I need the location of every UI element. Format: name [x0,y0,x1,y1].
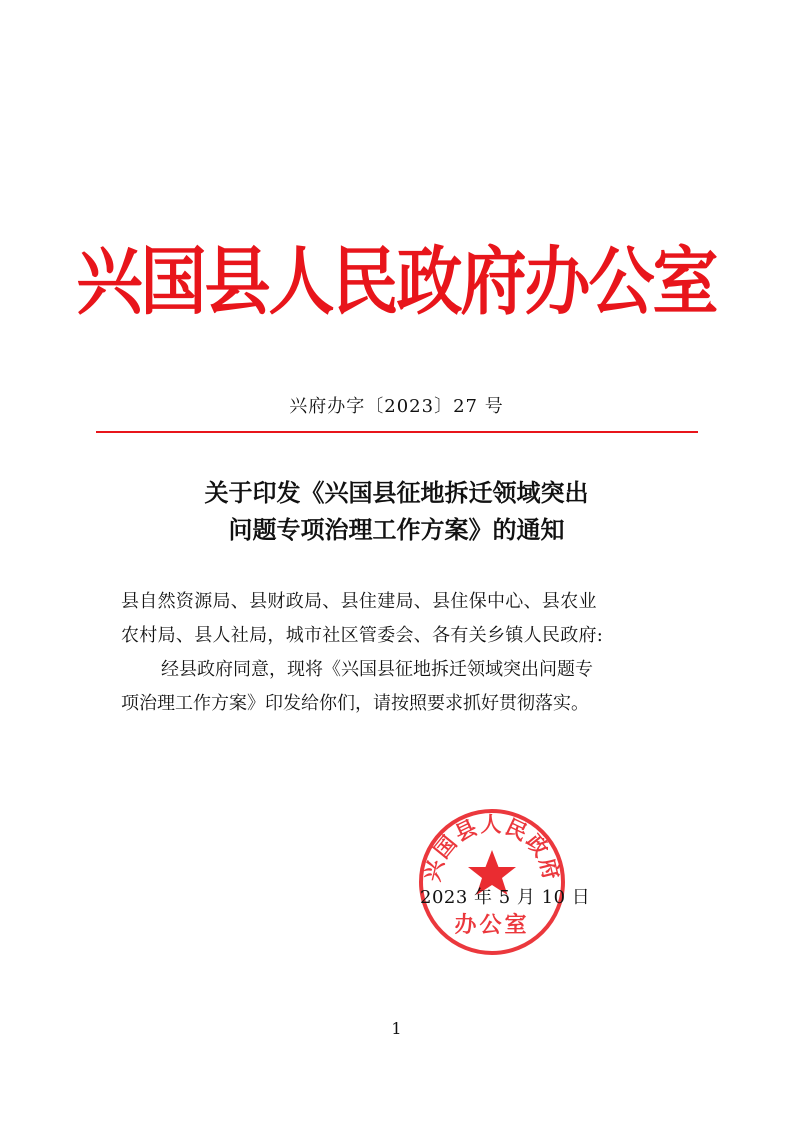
addressee-block [121,585,683,653]
seal-graphic [416,806,568,958]
document-title [0,474,793,548]
addressee-line-1: 县自然资源局、县财政局、县住建局、县住保中心、县农业 [121,591,597,612]
addressee-line-2: 农村局、县人社局，城市社区管委会、各有关乡镇人民政府: [121,625,604,646]
body-paragraph [121,653,683,721]
document-title-line-1: 关于印发《兴国县征地拆迁领域突出 [204,478,589,507]
document-title-line-2: 问题专项治理工作方案》的通知 [228,515,565,544]
official-seal [416,806,568,958]
issue-date: 2023 年 5 月 10 日 [420,887,591,908]
issuing-organization-title: 兴国县人民政府办公室 [76,237,717,325]
page-number: 1 [391,1019,402,1038]
red-separator-line [96,431,698,433]
svg-text:兴国县人民政府: 兴国县人民政府 [419,811,565,884]
paragraph-line-2: 项治理工作方案》印发给你们，请按照要求抓好贯彻落实。 [121,693,589,714]
paragraph-line-1: 经县政府同意，现将《兴国县征地拆迁领域突出问题专 [161,659,593,680]
svg-text:办公室: 办公室 [454,912,530,938]
document-number: 兴府办字〔2023〕27 号 [289,396,504,417]
